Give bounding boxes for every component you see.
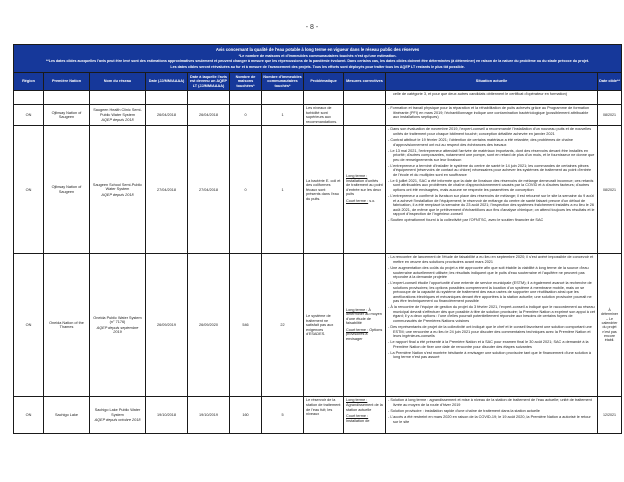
col-header-region: Région	[14, 72, 44, 91]
homes-cell: 0	[230, 126, 262, 254]
problem-cell: Les niveaux de turbidité sont supérieurs aux recommandations.	[304, 105, 344, 126]
table-row-saugeen-school	[14, 126, 622, 254]
notes-banner	[14, 45, 622, 73]
nation-cell: Ojibway Nation of Saugeen	[44, 126, 90, 254]
problem-cell	[304, 397, 344, 434]
col-header-situation: Situation actuelle	[386, 72, 598, 91]
network-note: AQEP depuis 2018	[101, 118, 134, 123]
banner-row	[14, 45, 622, 73]
advisories-table-page	[13, 44, 621, 434]
region-cell: ON	[14, 397, 44, 434]
network-cell	[90, 254, 146, 397]
banner-note-estimation: *Le nombre de maisons et d'immeubles communautaires touchés n'est qu'une estimation.	[238, 53, 397, 58]
target-date-cell: 08/2021	[598, 105, 622, 126]
banner-note-dates-cibles: **Les dates cibles auxquelles l'avis peut être levé sont des estimations approximatives seulement et peuvent changer à mesure que les répercussions de la pandémie évoluent. Dans certains cas, les dates cibles doivent être déterminées (à déterminer) en raison de la nature du problème ou du stade précoce du projet.	[45, 59, 590, 64]
measure-long-terme: Long terme : À déterminer au moyen d'une étude de faisabilité	[346, 307, 382, 326]
col-header-premiere-nation: Première Nation	[44, 72, 90, 91]
situation-cell	[386, 105, 598, 126]
table-row-sachigo-lake	[14, 397, 622, 434]
col-header-problematique: Problématique	[304, 72, 344, 91]
homes-cell: 0	[230, 105, 262, 126]
measure-court-terme: Court terme : Options provisoires à envisager	[346, 327, 383, 341]
banner-title: Avis concernant la qualité de l'eau potable à long terme en vigueur dans le réseau public des réserves	[215, 47, 420, 52]
nation-cell: Ojibway Nation of Saugeen	[44, 105, 90, 126]
date-lt-cell: 27/04/2018	[188, 126, 230, 254]
network-name: Saugeen Health Clinic Semi-Public Water System	[93, 108, 142, 117]
table-row-oneida	[14, 254, 622, 397]
region-cell: ON	[14, 254, 44, 397]
nation-cell	[44, 91, 90, 105]
situation-bullet: - L'entrepreneur a confirmé la livraison sur place des réservoirs de mélange; il est retourné sur le site la semaine du 9 août et a achevé l'installation de l'équipement; le réservoir de mélange du centre de santé faisant preuve d'un défaut de fabrication, il a été remplacé la semaine du 23 août 2021; l'inspection des systèmes fraîchement installés a eu lieu le 26 août 2021, de même que le prélèvement d'échantillons aux fins d'analyse chimique; on attend toujours les résultats et le rapport d'inspection de l'ingénieur-conseil	[388, 194, 595, 217]
buildings-cell: 1	[262, 126, 304, 254]
situation-bullet: - Formation et travail physique pour la réparation et la réhabilitation de puits achevés grâce au Programme de formation itinérante (PFI) en mars 2019; l'échantillonnage indique une contamination bactériologique (possiblement attribuable aux installations septiques)	[388, 106, 595, 120]
col-header-immeubles: Nombre d'immeubles communautaires touchés*	[262, 72, 304, 91]
network-cell	[90, 126, 146, 254]
situation-continuation-text: celle de catégorie 3, et pour que deux autres candidats obtiennent le certificat d'opérateur en formation)	[393, 92, 568, 97]
col-header-date-cible: Date cible**	[598, 72, 622, 91]
measures-cell	[344, 397, 386, 434]
header-row	[14, 72, 622, 91]
situation-bullet: - Le 13 mai 2021, l'entrepreneur attendait l'arrivée de matériaux importants, dont des réservoirs devant être installés en priorité; d'autres composantes, notamment une pompe, sont en retard de plus d'un mois, et le fournisseur ne donne que peu de renseignements sur leur livraison	[388, 149, 595, 163]
col-header-mesures: Mesures correctives	[344, 72, 386, 91]
banner-note-reevaluation: Les dates cibles seront réévaluées au fur et à mesure de l'avancement des projets. Tous les efforts sont déployés pour traiter tous les AQEP LT restants le plus tôt possible.	[170, 65, 465, 70]
date-set-cell: 19/10/2018	[146, 397, 188, 434]
date-set-cell: 26/04/2018	[146, 105, 188, 126]
date-set-cell: 26/09/2019	[146, 254, 188, 397]
problem-cell	[304, 91, 344, 105]
situation-bullet: - Solution provisoire : installation rapide d'une chaîne de traitement dans la station actuelle	[388, 409, 595, 414]
col-header-maisons: Nombre de maisons touchées*	[230, 72, 262, 91]
target-date-cell: 12/2021	[598, 397, 622, 434]
date-set-cell: 27/04/2018	[146, 126, 188, 254]
network-cell	[90, 397, 146, 434]
nation-cell: Sachigo Lake	[44, 397, 90, 434]
situation-bullet: - Contrat attribué le 19 février 2021; l'obtention de certains matériaux a été retardée; des problèmes de chaîne d'approvisionnement ont nui au respect des échéances des travaux	[388, 138, 595, 147]
homes-cell: 546	[230, 254, 262, 397]
date-set-cell	[146, 91, 188, 105]
target-date-cell: À déterminer – Le calendrier du projet n'est pas encore établi.	[598, 254, 622, 397]
network-note: AQEP depuis septembre 2019	[96, 325, 139, 335]
measures-cell	[344, 105, 386, 126]
buildings-cell: 1	[262, 105, 304, 126]
date-lt-cell: 19/10/2019	[188, 397, 230, 434]
situation-bullet: - L'expert-conseil étudie l'opportunité d'une entente de service municipale (ESTM); il a également avancé la recherche de solutions provisoires; les options possibles comprennent la location d'un système à membrane mobile, mais on se préoccupe de la capacité du système de traitement des eaux usées de supporter une réutilisation ainsi que les améliorations électriques et mécaniques devant être apportées à la station actuelle; une solution provisoire pourrait ne pas être techniquement ou financièrement possible	[388, 281, 595, 304]
measures-cell	[344, 126, 386, 254]
situation-cell	[386, 254, 598, 397]
nation-cell: Oneida Nation of the Thames	[44, 254, 90, 397]
col-header-nom-reseau: Nom du réseau	[90, 72, 146, 91]
target-date-cell: 08/2021	[598, 126, 622, 254]
situation-bullet: - À la rencontre de l'équipe de gestion du projet du 3 février 2021, l'expert-conseil a indiqué que le raccordement au réseau municipal devrait s'effectuer dès que possible à titre de solution provisoire; la Première Nation a exprimé son appui à cet égard; il y a deux options : l'une d'elles pourrait potentiellement répondre aux besoins de certains foyers de communautés de Premières Nations voisines	[388, 305, 595, 323]
situation-bullet: - L'accès a été restreint en mars 2020 en raison de la COVID-19; le 19 août 2020, la Première Nation a autorisé le retour sur le site	[388, 415, 595, 424]
network-note: AQEP depuis octobre 2018	[94, 418, 141, 423]
problem-cell: Le système de traitement ne satisfait pas aux exigences d'ESADES.	[304, 254, 344, 397]
situation-bullet: - Solution à long terme : agrandissement et mise à niveau de la station de traitement de l'eau actuelle; unité de traitement livrée au moyen de la route d'hiver 2019	[388, 398, 595, 407]
buildings-cell: 5	[262, 397, 304, 434]
region-cell: ON	[14, 126, 44, 254]
situation-bullet: - Dans son évaluation de novembre 2019, l'expert-conseil a recommandé l'installation d'un nouveau puits et de nouvelles unités de traitement pour chaque bâtiment touché; conception détaillée achevée en janvier 2021	[388, 127, 595, 136]
region-cell: ON	[14, 105, 44, 126]
measure-long-terme: Long terme : Agrandissement de la station actuelle	[346, 398, 383, 412]
situation-cell	[386, 126, 598, 254]
col-header-date-aqep-lt: Date à laquelle l'avis est devenu un AQEP LT (JJ/MM/AAAA)	[188, 72, 230, 91]
date-lt-cell: 26/09/2020	[188, 254, 230, 397]
situation-bullet: - Le 6 juillet 2021, SAC a été informée que la date de livraison des réservoirs de mélange demeurait inconnue; ces retards sont attribuables aux problèmes de chaîne d'approvisionnement causés par la COVID et à d'autres facteurs; d'autres options ont été envisagées, mais aucune ne respecte les paramètres de conception	[388, 179, 595, 193]
situation-bullet: - La rencontre de lancement de l'étude de faisabilité a eu lieu en septembre 2020; il s'est avéré impossible de concevoir et mettre en œuvre des solutions provisoires avant mars 2021	[388, 255, 595, 264]
col-header-date: Date (JJ/MM/AAAA)	[146, 72, 188, 91]
measures-cell	[344, 91, 386, 105]
network-note: AQEP depuis 2018	[101, 192, 134, 197]
page-number: - 8 -	[305, 24, 319, 31]
situation-cell	[386, 91, 598, 105]
measure-court-terme: Court terme : Installation de	[346, 414, 370, 423]
situation-bullet: - Le rapport final a été présenté à la Première Nation et à SAC pour examen final le 30 août 2021; SAC a demandé à la Première Nation de fixer une date de rencontre pour discuter des étapes suivantes	[388, 340, 595, 349]
situation-bullet: - Soutien opérationnel fourni à la collectivité par l'OFNTSC, avec le soutien financier de SAC	[388, 218, 595, 223]
measures-cell	[344, 254, 386, 397]
target-date-cell	[598, 91, 622, 105]
region-cell	[14, 91, 44, 105]
situation-bullet: - L'entrepreneur a terminé d'installer le système du centre de santé le 14 juin 2021; les commandes de certaines pièces d'équipement (réservoirs de contact au chlore) nécessaires pour achever les systèmes de traitement au point d'entrée de l'école et du multiplex sont en souffrance	[388, 164, 595, 178]
homes-cell	[230, 91, 262, 105]
table-row-continuation	[14, 91, 622, 105]
network-cell	[90, 105, 146, 126]
situation-bullet: - Une augmentation des coûts du projet a été approuvée afin que soit établie la viabilité à long terme de la source d'eau souterraine actuellement utilisée; les résultats indiquent que le puits d'eau souterraine et l'aquifère ne peuvent pas répondre à la demande projetée	[388, 266, 595, 280]
network-name: Saugeen School Semi-Public Water System	[92, 182, 143, 192]
measure-long-terme: Long terme : Installation d'unités de traitement au point d'entrée sur les deux puits	[346, 174, 383, 197]
buildings-cell: 22	[262, 254, 304, 397]
network-name: Sachigo Lake Public Water System	[94, 408, 141, 417]
situation-cell	[386, 397, 598, 434]
advisories-table	[13, 44, 622, 434]
problem-text: Le réservoir de la station de traitement de l'eau fuit; les niveaux	[306, 398, 341, 417]
buildings-cell	[262, 91, 304, 105]
table-row-saugeen-health-clinic	[14, 105, 622, 126]
measure-court-terme: Court terme : s.o.	[346, 199, 376, 204]
situation-bullet: - La Première Nation s'est montrée hésitante à envisager une solution provisoire tant que le financement d'une solution à long terme n'est pas assuré	[388, 351, 595, 360]
network-cell	[90, 91, 146, 105]
date-lt-cell: 26/04/2018	[188, 105, 230, 126]
situation-bullet: - Des représentants de projet de la collectivité ont indiqué que le chef et le conseil favorisent une solution comportant une ESTM; une rencontre a eu lieu le 24 juin 2021 pour discuter des commentaires techniques avec la Première Nation et leurs ingénieurs-conseils	[388, 325, 595, 339]
date-lt-cell	[188, 91, 230, 105]
homes-cell: 160	[230, 397, 262, 434]
problem-cell: La bactérie E. coli et des coliformes fécaux sont présents dans l'eau du puits.	[304, 126, 344, 254]
network-name: Oneida Public Water System (n° 7176)	[93, 315, 142, 325]
